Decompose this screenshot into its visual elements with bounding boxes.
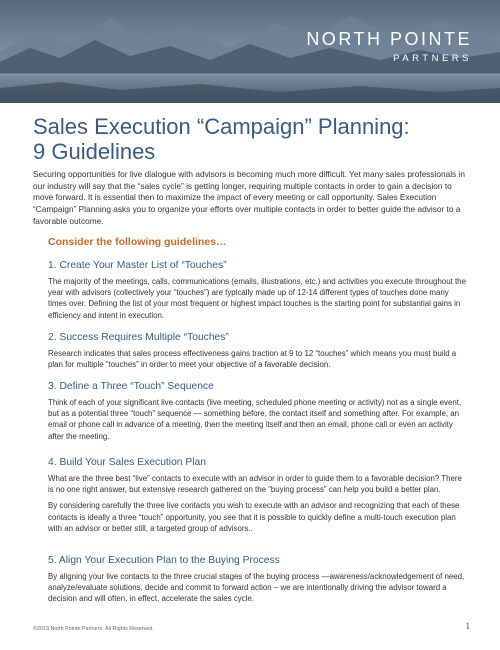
section-heading: 3. Define a Three “Touch” Sequence [48, 381, 214, 392]
page-title [33, 114, 473, 164]
section-1 [48, 259, 466, 321]
brand-name: NORTH POINTE [306, 29, 472, 49]
title-line-1: Sales Execution “Campaign” Planning: [33, 114, 410, 139]
section-heading: 5. Align Your Execution Plan to the Buying Process [48, 555, 280, 566]
intro-paragraph: Securing opportunities for live dialogue with advisors is becoming much more difficult. Yet many sales professionals in our industry will say that the “sales cycle” is getting longer, requiring multiple contacts in order to gain a decision to move forward. It is essential then to maximize the impact of every meeting or call opportunity. Sales Execution “Campaign” Planning asks you to organize your efforts over multiple contacts in order to better guide the advisor to a favorable outcome. [33, 169, 465, 226]
header-banner [0, 0, 500, 103]
section-paragraph: By aligning your live contacts to the three crucial stages of the buying process —awareness/acknowledgement of need, analyze/evaluate solutions, decide and commit to forward action – we are intentionally driving the advisor toward a decision and will often, in effect, accelerate the sales cycle. [48, 572, 465, 604]
section-2 [48, 331, 466, 370]
section-paragraph: The majority of the meetings, calls, communications (emails, illustrations, etc.) and activities you execute throughout the year with advisors (collectively your “touches”) are typically made up of 12-14 different types of touches done many times over. Defining the list of your most frequent or highest impact touches is the starting point for substantial gains in efficiency and intent in execution. [48, 277, 466, 320]
section-paragraph: By considering carefully the three live contacts you wish to execute with an advisor and recognizing that each of these contacts is ideally a three “touch” opportunity, you see that it is possible to quickly define a multi-touch execution plan with an advisor or better still, a targeted group of advisors.. [48, 501, 460, 533]
section-paragraph: Research indicates that sales process effectiveness gains traction at 9 to 12 “touches” which means you must build a plan for multiple “touches” in order to meet your objective of a favorable decision. [48, 349, 457, 370]
section-paragraph: What are the three best “live” contacts to execute with an advisor in order to guide them to a favorable decision? There is no one right answer, but extensive research gathered on the “buying process” can help you build a better plan. [48, 474, 462, 495]
section-paragraph: Think of each of your significant live contacts (live meeting, scheduled phone meeting or activity) not as a single event, but as a potential three “touch” sequence — something before, the contact itself and something after. For example, an email or phone call in advance of a meeting, then the meeting itself and then an email, phone call or even an activity after the meeting. [48, 398, 462, 441]
page-number: 1 [465, 621, 470, 631]
section-heading: 1. Create Your Master List of “Touches” [48, 260, 227, 271]
title-line-2: 9 Guidelines [33, 139, 156, 164]
section-3 [48, 380, 466, 442]
copyright-footer: ©2019 North Pointe Partners. All Rights Reserved. [33, 626, 154, 632]
brand-subtitle: PARTNERS [393, 53, 472, 64]
section-heading: 2. Success Requires Multiple “Touches” [48, 332, 229, 343]
section-heading: 4. Build Your Sales Execution Plan [48, 457, 206, 468]
brand-logo [306, 29, 472, 65]
section-4 [48, 456, 466, 534]
section-5 [48, 554, 466, 605]
guidelines-heading: Consider the following guidelines… [48, 236, 227, 248]
